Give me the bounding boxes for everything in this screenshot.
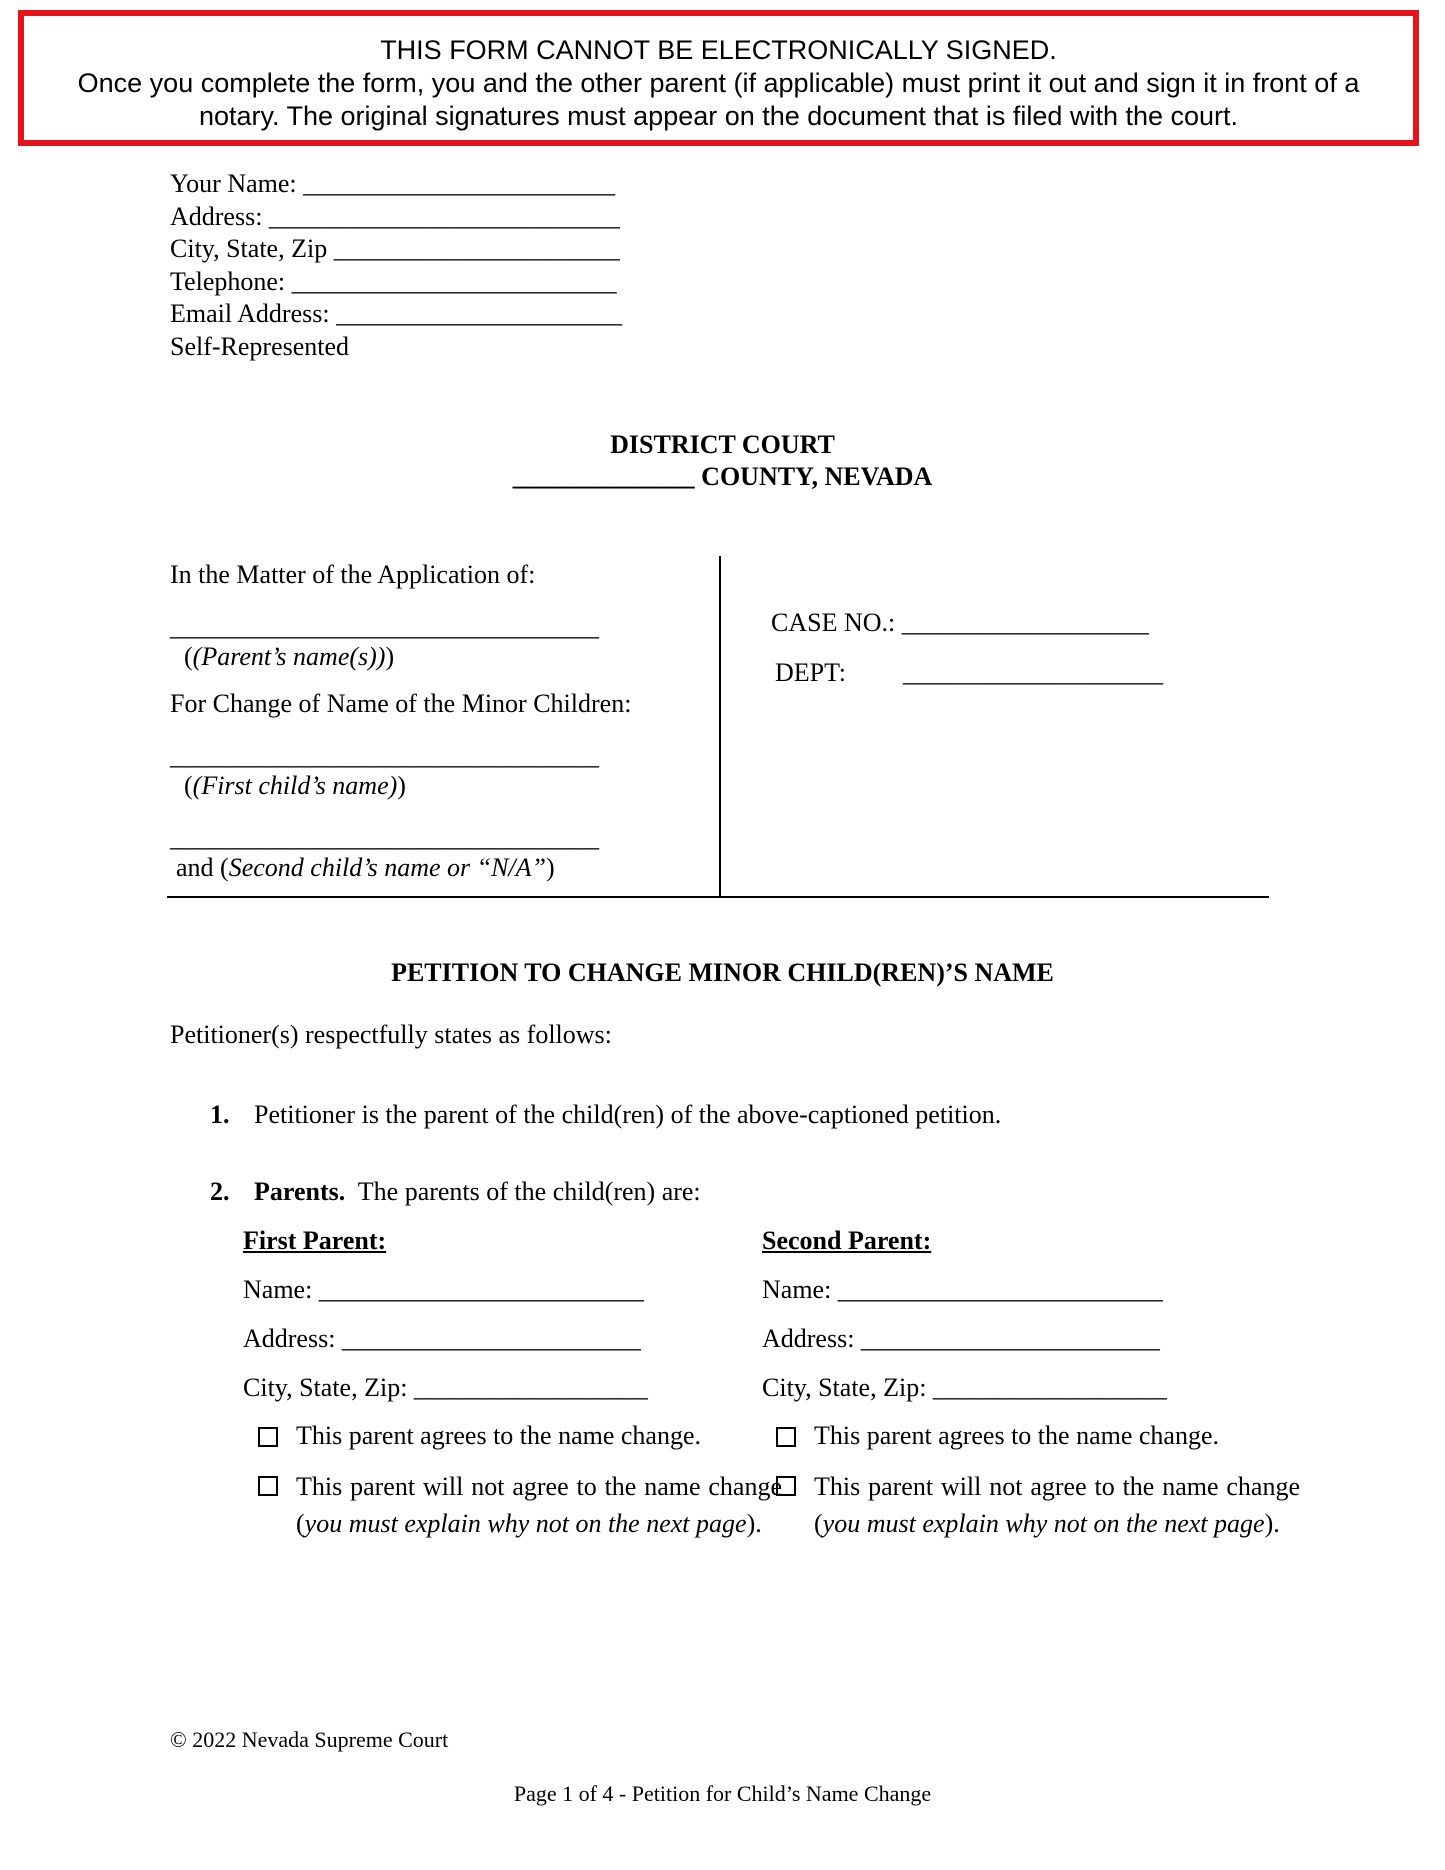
caption-divider-horizontal — [167, 896, 1269, 898]
self-represented-label: Self-Represented — [170, 331, 350, 361]
caption-divider-vertical — [719, 556, 721, 896]
parent-name-blank[interactable]: _________________________________ — [170, 612, 599, 641]
and-suffix: ) — [546, 853, 555, 882]
notice-line-2: Once you complete the form, you and the other parent (if applicable) must print it out and sign it in front of a — [77, 68, 1360, 98]
first-parent-disagree-text: This parent will not agree to the name change ( — [296, 1472, 782, 1538]
first-child-blank[interactable]: _________________________________ — [170, 741, 599, 770]
second-child-hint — [176, 853, 555, 883]
second-child-blank[interactable]: _________________________________ — [170, 823, 599, 852]
second-parent-disagree-label — [814, 1468, 1300, 1542]
item-2-line — [254, 1177, 701, 1207]
first-parent-disagree-end: ). — [746, 1509, 762, 1538]
first-parent-agree-label: This parent agrees to the name change. — [296, 1421, 701, 1450]
first-parent-heading: First Parent: — [243, 1226, 387, 1255]
second-parent-agree-label: This parent agrees to the name change. — [814, 1421, 1219, 1450]
court-name: DISTRICT COURT — [610, 430, 835, 459]
petition-title: PETITION TO CHANGE MINOR CHILD(REN)’S NAME — [391, 958, 1054, 987]
second-child-hint-text: Second child’s name or “N/A” — [228, 853, 546, 882]
second-parent-heading: Second Parent: — [762, 1226, 932, 1255]
page-footer: Page 1 of 4 - Petition for Child’s Name Change — [513, 1781, 932, 1806]
second-parent-disagree-checkbox[interactable] — [776, 1476, 796, 1496]
intro-statement: Petitioner(s) respectfully states as follows: — [170, 1020, 612, 1049]
and-prefix: and ( — [176, 853, 229, 882]
second-parent-disagree-italic: you must explain why not on the next page — [822, 1509, 1265, 1538]
item-1-text: Petitioner is the parent of the child(ren) of the above-captioned petition. — [254, 1100, 1002, 1129]
dept-field[interactable]: ____________________ — [903, 658, 1163, 687]
case-number-field[interactable]: CASE NO.: ___________________ — [771, 608, 1149, 637]
second-parent-city-field[interactable]: City, State, Zip: __________________ — [762, 1373, 1167, 1402]
first-child-hint: ((First child’s name)) — [184, 771, 406, 800]
first-parent-name-field[interactable]: Name: _________________________ — [243, 1275, 644, 1304]
first-parent-disagree-italic: you must explain why not on the next page — [304, 1509, 747, 1538]
second-parent-agree-checkbox[interactable] — [776, 1427, 796, 1447]
second-parent-disagree-end: ). — [1264, 1509, 1280, 1538]
city-state-zip-field[interactable]: City, State, Zip ______________________ — [170, 234, 620, 263]
first-parent-disagree-label — [296, 1468, 782, 1542]
notice-line-1: THIS FORM CANNOT BE ELECTRONICALLY SIGNED. — [380, 35, 1057, 65]
first-parent-agree-checkbox[interactable] — [258, 1427, 278, 1447]
copyright-notice: © 2022 Nevada Supreme Court — [170, 1727, 449, 1752]
your-name-field[interactable]: Your Name: ________________________ — [170, 169, 616, 198]
matter-of-label: In the Matter of the Application of: — [170, 560, 536, 589]
first-parent-city-field[interactable]: City, State, Zip: __________________ — [243, 1373, 648, 1402]
second-parent-disagree-text: This parent will not agree to the name change ( — [814, 1472, 1300, 1538]
parent-name-hint: ((Parent’s name(s))) — [184, 642, 395, 671]
parent-name-hint-text: (Parent’s name(s)) — [192, 642, 386, 671]
notice-line-3: notary. The original signatures must appear on the document that is filed with the court. — [198, 101, 1239, 131]
first-parent-address-field[interactable]: Address: _______________________ — [243, 1324, 641, 1353]
email-field[interactable]: Email Address: ______________________ — [170, 299, 623, 328]
change-of-name-label: For Change of Name of the Minor Children: — [170, 689, 632, 718]
electronic-signature-notice — [18, 10, 1419, 146]
telephone-field[interactable]: Telephone: _________________________ — [170, 266, 617, 296]
county-line[interactable]: ______________ COUNTY, NEVADA — [512, 462, 933, 491]
item-2-number: 2. — [210, 1177, 230, 1206]
filer-info-block — [170, 168, 622, 363]
item-1-number: 1. — [210, 1100, 230, 1129]
item-2-heading: Parents. — [254, 1177, 346, 1206]
dept-label: DEPT: — [775, 658, 846, 687]
first-parent-disagree-checkbox[interactable] — [258, 1476, 278, 1496]
second-parent-address-field[interactable]: Address: _______________________ — [762, 1324, 1160, 1353]
address-field[interactable]: Address: ___________________________ — [170, 201, 620, 231]
second-parent-name-field[interactable]: Name: _________________________ — [762, 1275, 1163, 1304]
item-2-text: The parents of the child(ren) are: — [357, 1177, 701, 1206]
first-child-hint-text: (First child’s name) — [192, 771, 398, 800]
